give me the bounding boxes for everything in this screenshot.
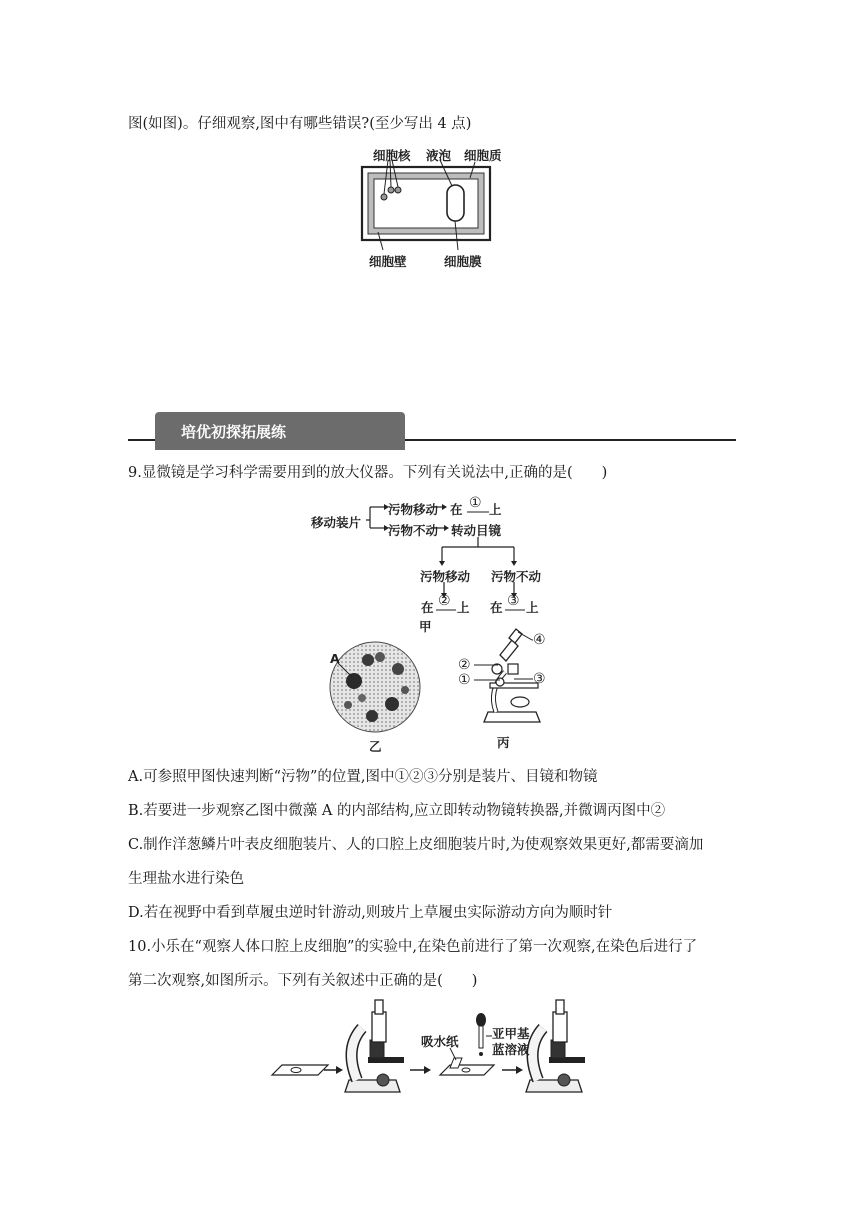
flow-caption-jia: 甲 <box>419 619 432 634</box>
flow-mark-3: ③ <box>507 593 520 609</box>
label-cell-membrane: 细胞膜 <box>444 254 482 269</box>
flow-on-1: 上 <box>489 502 502 517</box>
flow-turn-eyepiece: 转动目镜 <box>451 523 502 538</box>
label-stain-line1: 亚甲基 <box>492 1026 530 1041</box>
microscope-2 <box>526 1000 585 1092</box>
caption-yi: 乙 <box>369 739 382 754</box>
section-title: 培优初探拓展练 <box>181 423 287 441</box>
q9-option-b: B.若要进一步观察乙图中微藻 A 的内部结构,应立即转动物镜转换器,并微调丙图中② <box>128 803 666 819</box>
caption-bing: 丙 <box>497 735 510 750</box>
label-vacuole: 液泡 <box>426 148 452 163</box>
label-stain-line2: 蓝溶液 <box>492 1042 530 1057</box>
label-blotting-paper: 吸水纸 <box>421 1034 459 1049</box>
microscope-1 <box>345 1000 404 1092</box>
label-algae-a: A <box>330 651 340 666</box>
microscope-mark-2: ② <box>458 657 471 673</box>
flow-dirt-not-move-2: 污物不动 <box>491 569 542 584</box>
microscope-mark-1: ① <box>458 672 471 688</box>
flow-on-2: 上 <box>457 600 470 615</box>
question-10-stem-line2: 第二次观察,如图所示。下列有关叙述中正确的是( ) <box>128 973 478 989</box>
q9-option-a: A.可参照甲图快速判断“污物”的位置,图中①②③分别是装片、目镜和物镜 <box>128 769 598 785</box>
q9-option-c-line2: 生理盐水进行染色 <box>128 871 244 887</box>
label-cytoplasm: 细胞质 <box>464 148 502 163</box>
question-9-stem: 9.显微镜是学习科学需要用到的放大仪器。下列有关说法中,正确的是( ) <box>128 465 608 481</box>
microscope-mark-3: ③ <box>533 671 546 687</box>
flow-dirt-moves-2: 污物移动 <box>420 569 471 584</box>
question-10-stem-line1: 10.小乐在“观察人体口腔上皮细胞”的实验中,在染色前进行了第一次观察,在染色后进行了 <box>128 939 698 955</box>
flow-dirt-not-move: 污物不动 <box>388 523 439 538</box>
q9-option-c-line1: C.制作洋葱鳞片叶表皮细胞装片、人的口腔上皮细胞装片时,为使观察效果更好,都需要滴加 <box>128 837 704 853</box>
question-8-text: 图(如图)。仔细观察,图中有哪些错误?(至少写出 4 点) <box>128 116 472 132</box>
flow-at-2: 在 <box>421 600 434 615</box>
flow-dirt-moves: 污物移动 <box>388 502 439 517</box>
flow-mark-2: ② <box>438 593 451 609</box>
flow-mark-1: ① <box>469 495 482 511</box>
label-cell-wall: 细胞壁 <box>369 254 407 269</box>
q9-option-d: D.若在视野中看到草履虫逆时针游动,则玻片上草履虫实际游动方向为顺时针 <box>128 905 613 921</box>
flow-at-1: 在 <box>450 502 463 517</box>
microscope-mark-4: ④ <box>533 632 546 648</box>
label-nucleus: 细胞核 <box>373 148 411 163</box>
flow-move-slide: 移动装片 <box>311 515 362 530</box>
flow-on-3: 上 <box>526 600 539 615</box>
flow-at-3: 在 <box>490 600 503 615</box>
